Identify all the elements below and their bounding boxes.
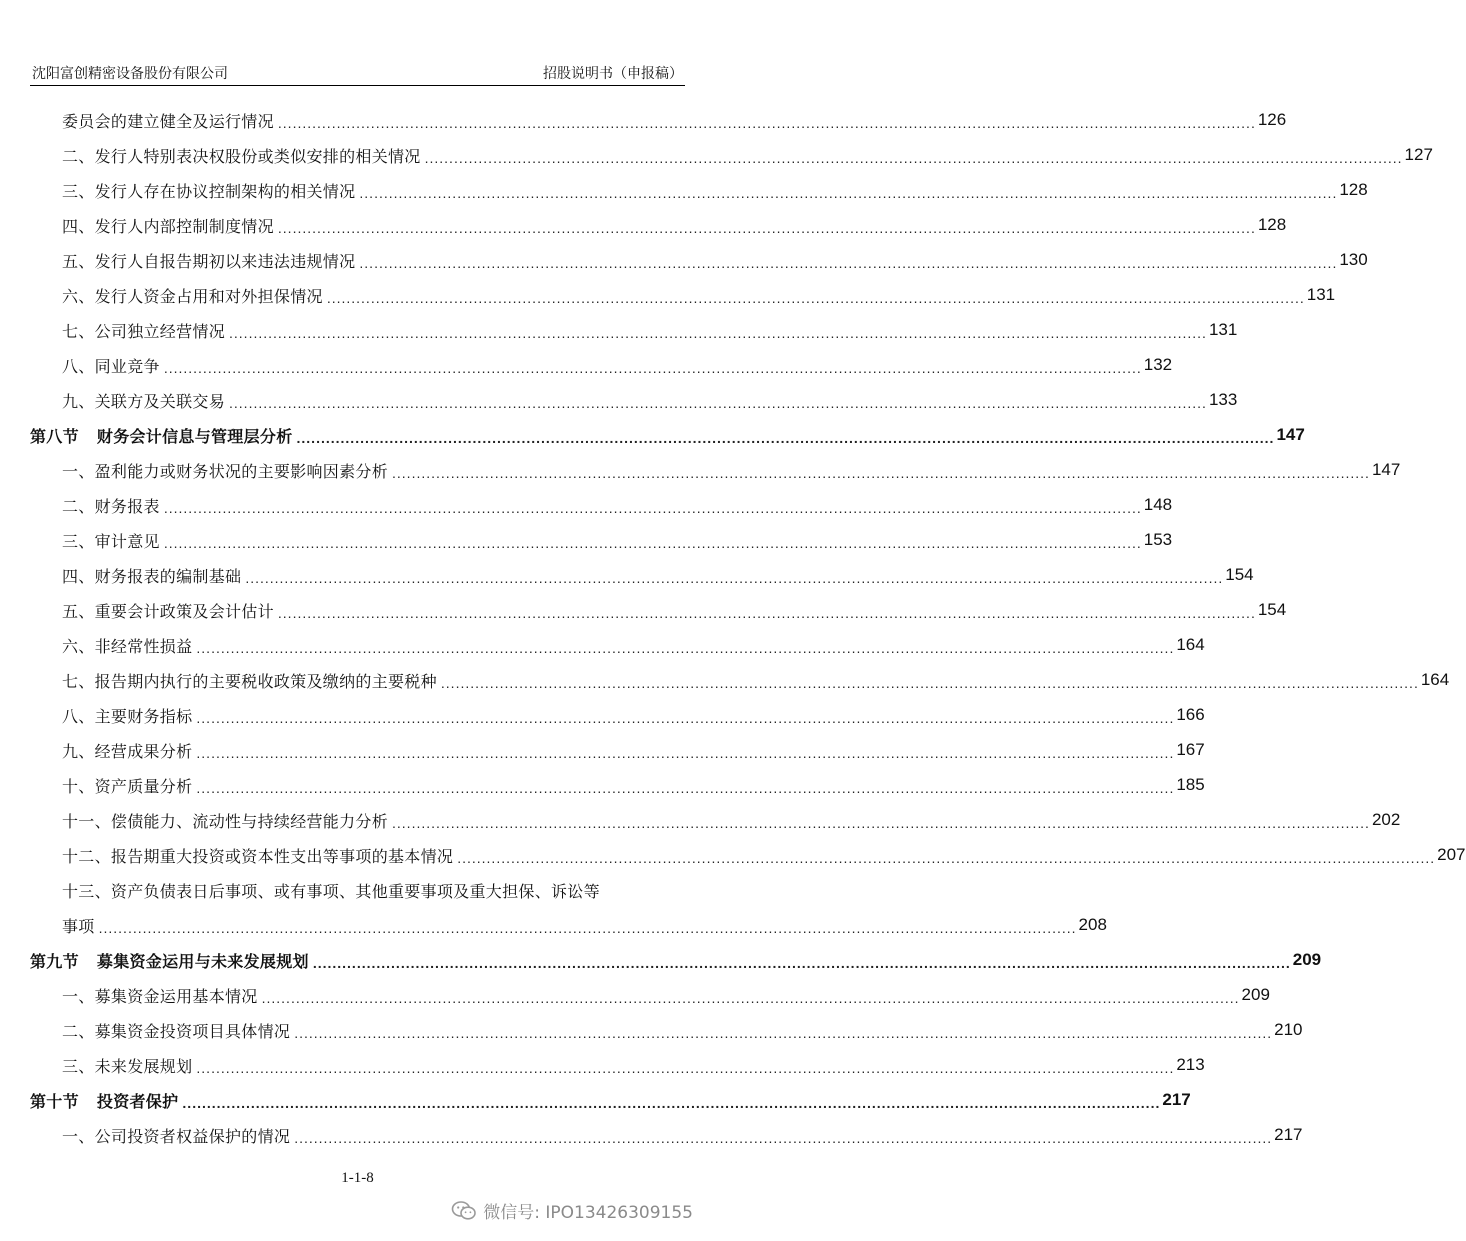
watermark	[451, 1198, 693, 1223]
toc-entry-label: 七、报告期内执行的主要税收政策及缴纳的主要税种	[62, 671, 437, 691]
toc-entry-row[interactable]	[0, 490, 1173, 520]
toc-entry-label: 事项	[62, 916, 95, 936]
toc-entry-row[interactable]	[0, 1015, 1303, 1045]
toc-leader-dots: ........................................................................................................................................................................................................	[294, 1130, 1273, 1146]
toc-entry-row[interactable]	[0, 665, 1450, 695]
toc-entry-row[interactable]	[0, 525, 1173, 555]
toc-leader-dots: ........................................................................................................................................................................................................	[359, 255, 1338, 271]
toc-page-number: 202	[1371, 810, 1401, 829]
toc-page-number: 167	[1176, 740, 1205, 759]
toc-entry-row[interactable]	[0, 875, 715, 905]
toc-page-number: 154	[1257, 600, 1287, 619]
toc-leader-dots: ........................................................................................................................................................................................................	[277, 220, 1256, 236]
toc-entry-label: 一、公司投资者权益保护的情况	[62, 1126, 291, 1146]
toc-page-number: 128	[1339, 180, 1368, 199]
toc-entry-row[interactable]	[0, 455, 1401, 485]
toc-leader-dots: ........................................................................................................................................................................................................	[182, 1095, 1161, 1111]
toc-entry-label: 三、发行人存在协议控制架构的相关情况	[62, 181, 356, 201]
toc-page-number: 133	[1208, 390, 1238, 409]
toc-leader-dots: ........................................................................................................................................................................................................	[457, 850, 1436, 866]
toc-page-number: 209	[1292, 950, 1322, 969]
toc-page-number: 166	[1176, 705, 1205, 724]
toc-page-number: 132	[1143, 355, 1173, 374]
toc-page-number: 209	[1241, 985, 1270, 1004]
toc-entry-row[interactable]	[0, 105, 1287, 135]
toc-entry-label: 八、主要财务指标	[62, 706, 193, 726]
toc-page-number: 217	[1274, 1125, 1303, 1144]
toc-leader-dots: ........................................................................................................................................................................................................	[98, 920, 1077, 936]
toc-entry-row[interactable]	[0, 175, 1368, 205]
toc-entry-label: 三、未来发展规划	[62, 1056, 193, 1076]
toc-page-number: 153	[1143, 530, 1173, 549]
toc-entry-label: 二、财务报表	[62, 496, 160, 516]
toc-section-number: 第十节	[30, 1091, 79, 1111]
watermark-text: 微信号: IPO13426309155	[483, 1203, 693, 1223]
toc-page-number: 127	[1404, 145, 1433, 164]
toc-leader-dots: ........................................................................................................................................................................................................	[196, 640, 1175, 656]
toc-leader-dots: ........................................................................................................................................................................................................	[440, 675, 1419, 691]
toc-section-row[interactable]	[0, 1085, 1191, 1115]
toc-entry-label: 九、经营成果分析	[62, 741, 193, 761]
toc-entry-label: 二、发行人特别表决权股份或类似安排的相关情况	[62, 146, 421, 166]
toc-section-title: 投资者保护	[96, 1091, 179, 1111]
toc-entry-row[interactable]	[0, 700, 1205, 730]
toc-leader-dots: ........................................................................................................................................................................................................	[163, 500, 1142, 516]
toc-leader-dots: ........................................................................................................................................................................................................	[196, 1060, 1175, 1076]
toc-entry-row[interactable]	[0, 560, 1254, 590]
toc-entry-row[interactable]	[0, 735, 1205, 765]
toc-entry-label: 三、审计意见	[62, 531, 160, 551]
toc-entry-label: 十、资产质量分析	[62, 776, 193, 796]
toc-page-number: 217	[1162, 1090, 1191, 1109]
toc-leader-dots: ........................................................................................................................................................................................................	[163, 360, 1142, 376]
toc-leader-dots: ........................................................................................................................................................................................................	[277, 605, 1256, 621]
toc-entry-label	[30, 949, 309, 972]
toc-leader-dots: ........................................................................................................................................................................................................	[294, 1025, 1273, 1041]
toc-entry-label	[30, 1089, 178, 1112]
toc-leader-dots: ........................................................................................................................................................................................................	[277, 115, 1256, 131]
toc-leader-dots: ........................................................................................................................................................................................................	[326, 290, 1305, 306]
header-company: 沈阳富创精密设备股份有限公司	[32, 66, 228, 82]
toc-leader-dots: ........................................................................................................................................................................................................	[196, 710, 1175, 726]
toc-entry-label: 九、关联方及关联交易	[62, 391, 226, 411]
toc-entry-row[interactable]	[0, 595, 1287, 625]
toc-page-number: 128	[1257, 215, 1287, 234]
toc-entry-label	[30, 424, 293, 447]
toc-page-number: 154	[1225, 565, 1254, 584]
toc-entry-label: 六、发行人资金占用和对外担保情况	[62, 286, 323, 306]
toc-page-number: 164	[1420, 670, 1450, 689]
toc-page-number: 213	[1176, 1055, 1205, 1074]
toc-page-number: 130	[1339, 250, 1368, 269]
toc-entry-label: 委员会的建立健全及运行情况	[62, 111, 274, 131]
toc-entry-label: 五、重要会计政策及会计估计	[62, 601, 274, 621]
toc-page-number: 164	[1176, 635, 1205, 654]
toc-entry-label: 十三、资产负债表日后事项、或有事项、其他重要事项及重大担保、诉讼等	[62, 881, 600, 901]
toc-page-number: 185	[1176, 775, 1205, 794]
toc-section-number: 第八节	[30, 426, 79, 446]
toc-entry-label: 五、发行人自报告期初以来违法违规情况	[62, 251, 356, 271]
toc-entry-label: 二、募集资金投资项目具体情况	[62, 1021, 291, 1041]
toc-leader-dots: ........................................................................................................................................................................................................	[359, 185, 1338, 201]
toc-leader-dots: ........................................................................................................................................................................................................	[392, 465, 1370, 481]
toc-section-number: 第九节	[30, 951, 79, 971]
toc-entry-row[interactable]	[0, 210, 1287, 240]
toc-entry-label: 四、财务报表的编制基础	[62, 566, 242, 586]
toc-leader-dots: ........................................................................................................................................................................................................	[312, 955, 1291, 971]
toc-entry-label: 一、募集资金运用基本情况	[62, 986, 258, 1006]
toc-entry-label: 一、盈利能力或财务状况的主要影响因素分析	[62, 461, 389, 481]
toc-leader-dots: ........................................................................................................................................................................................................	[392, 815, 1370, 831]
toc-entry-row[interactable]	[0, 980, 1270, 1010]
toc-entry-row[interactable]	[0, 385, 1238, 415]
toc-leader-dots: ........................................................................................................................................................................................................	[296, 430, 1275, 446]
page-number: 1-1-8	[341, 1170, 374, 1186]
toc-page-number: 126	[1257, 110, 1287, 129]
toc-section-title: 募集资金运用与未来发展规划	[96, 951, 309, 971]
toc-entry-label: 十二、报告期重大投资或资本性支出等事项的基本情况	[62, 846, 454, 866]
toc-entry-row[interactable]	[0, 350, 1173, 380]
toc-entry-label: 七、公司独立经营情况	[62, 321, 226, 341]
toc-page-number: 131	[1306, 285, 1336, 304]
toc-entry-label: 四、发行人内部控制制度情况	[62, 216, 274, 236]
toc-leader-dots: ........................................................................................................................................................................................................	[196, 780, 1175, 796]
toc-entry-label: 十一、偿债能力、流动性与持续经营能力分析	[62, 811, 389, 831]
toc-page-number: 208	[1078, 915, 1107, 934]
toc-entry-label: 八、同业竞争	[62, 356, 160, 376]
toc-entry-row[interactable]	[0, 630, 1205, 660]
toc-page-number: 147	[1276, 425, 1305, 444]
toc-entry-row[interactable]	[0, 840, 1466, 870]
wechat-icon	[451, 1200, 477, 1222]
toc-section-row[interactable]	[0, 420, 1305, 450]
toc-page-number: 131	[1208, 320, 1238, 339]
toc-leader-dots: ........................................................................................................................................................................................................	[424, 150, 1403, 166]
toc-page-number: 148	[1143, 495, 1173, 514]
toc-page-number: 207	[1437, 845, 1466, 864]
toc-leader-dots: ........................................................................................................................................................................................................	[229, 395, 1207, 411]
toc-section-row[interactable]	[0, 945, 1322, 975]
toc-leader-dots: ........................................................................................................................................................................................................	[261, 990, 1240, 1006]
toc-entry-label: 六、非经常性损益	[62, 636, 193, 656]
toc-leader-dots: ........................................................................................................................................................................................................	[229, 325, 1207, 341]
toc-entry-row[interactable]	[0, 245, 1368, 275]
toc-entry-row[interactable]	[0, 280, 1336, 310]
toc-leader-dots: ........................................................................................................................................................................................................	[245, 570, 1224, 586]
toc-entry-row[interactable]	[0, 1050, 1205, 1080]
toc-leader-dots: ........................................................................................................................................................................................................	[196, 745, 1175, 761]
page-header	[30, 61, 685, 86]
toc-leader-dots: ........................................................................................................................................................................................................	[163, 535, 1142, 551]
toc-entry-row[interactable]	[0, 140, 1433, 170]
toc-page-number: 210	[1274, 1020, 1303, 1039]
toc-page-number: 147	[1371, 460, 1401, 479]
toc-entry-row[interactable]	[0, 315, 1238, 345]
toc-entry-row[interactable]	[0, 1120, 1303, 1150]
toc-entry-row[interactable]	[0, 770, 1205, 800]
header-doc-title: 招股说明书（申报稿）	[543, 66, 683, 82]
toc-entry-row[interactable]	[0, 805, 1401, 835]
toc-entry-row[interactable]	[0, 910, 1107, 940]
toc-section-title: 财务会计信息与管理层分析	[96, 426, 293, 446]
